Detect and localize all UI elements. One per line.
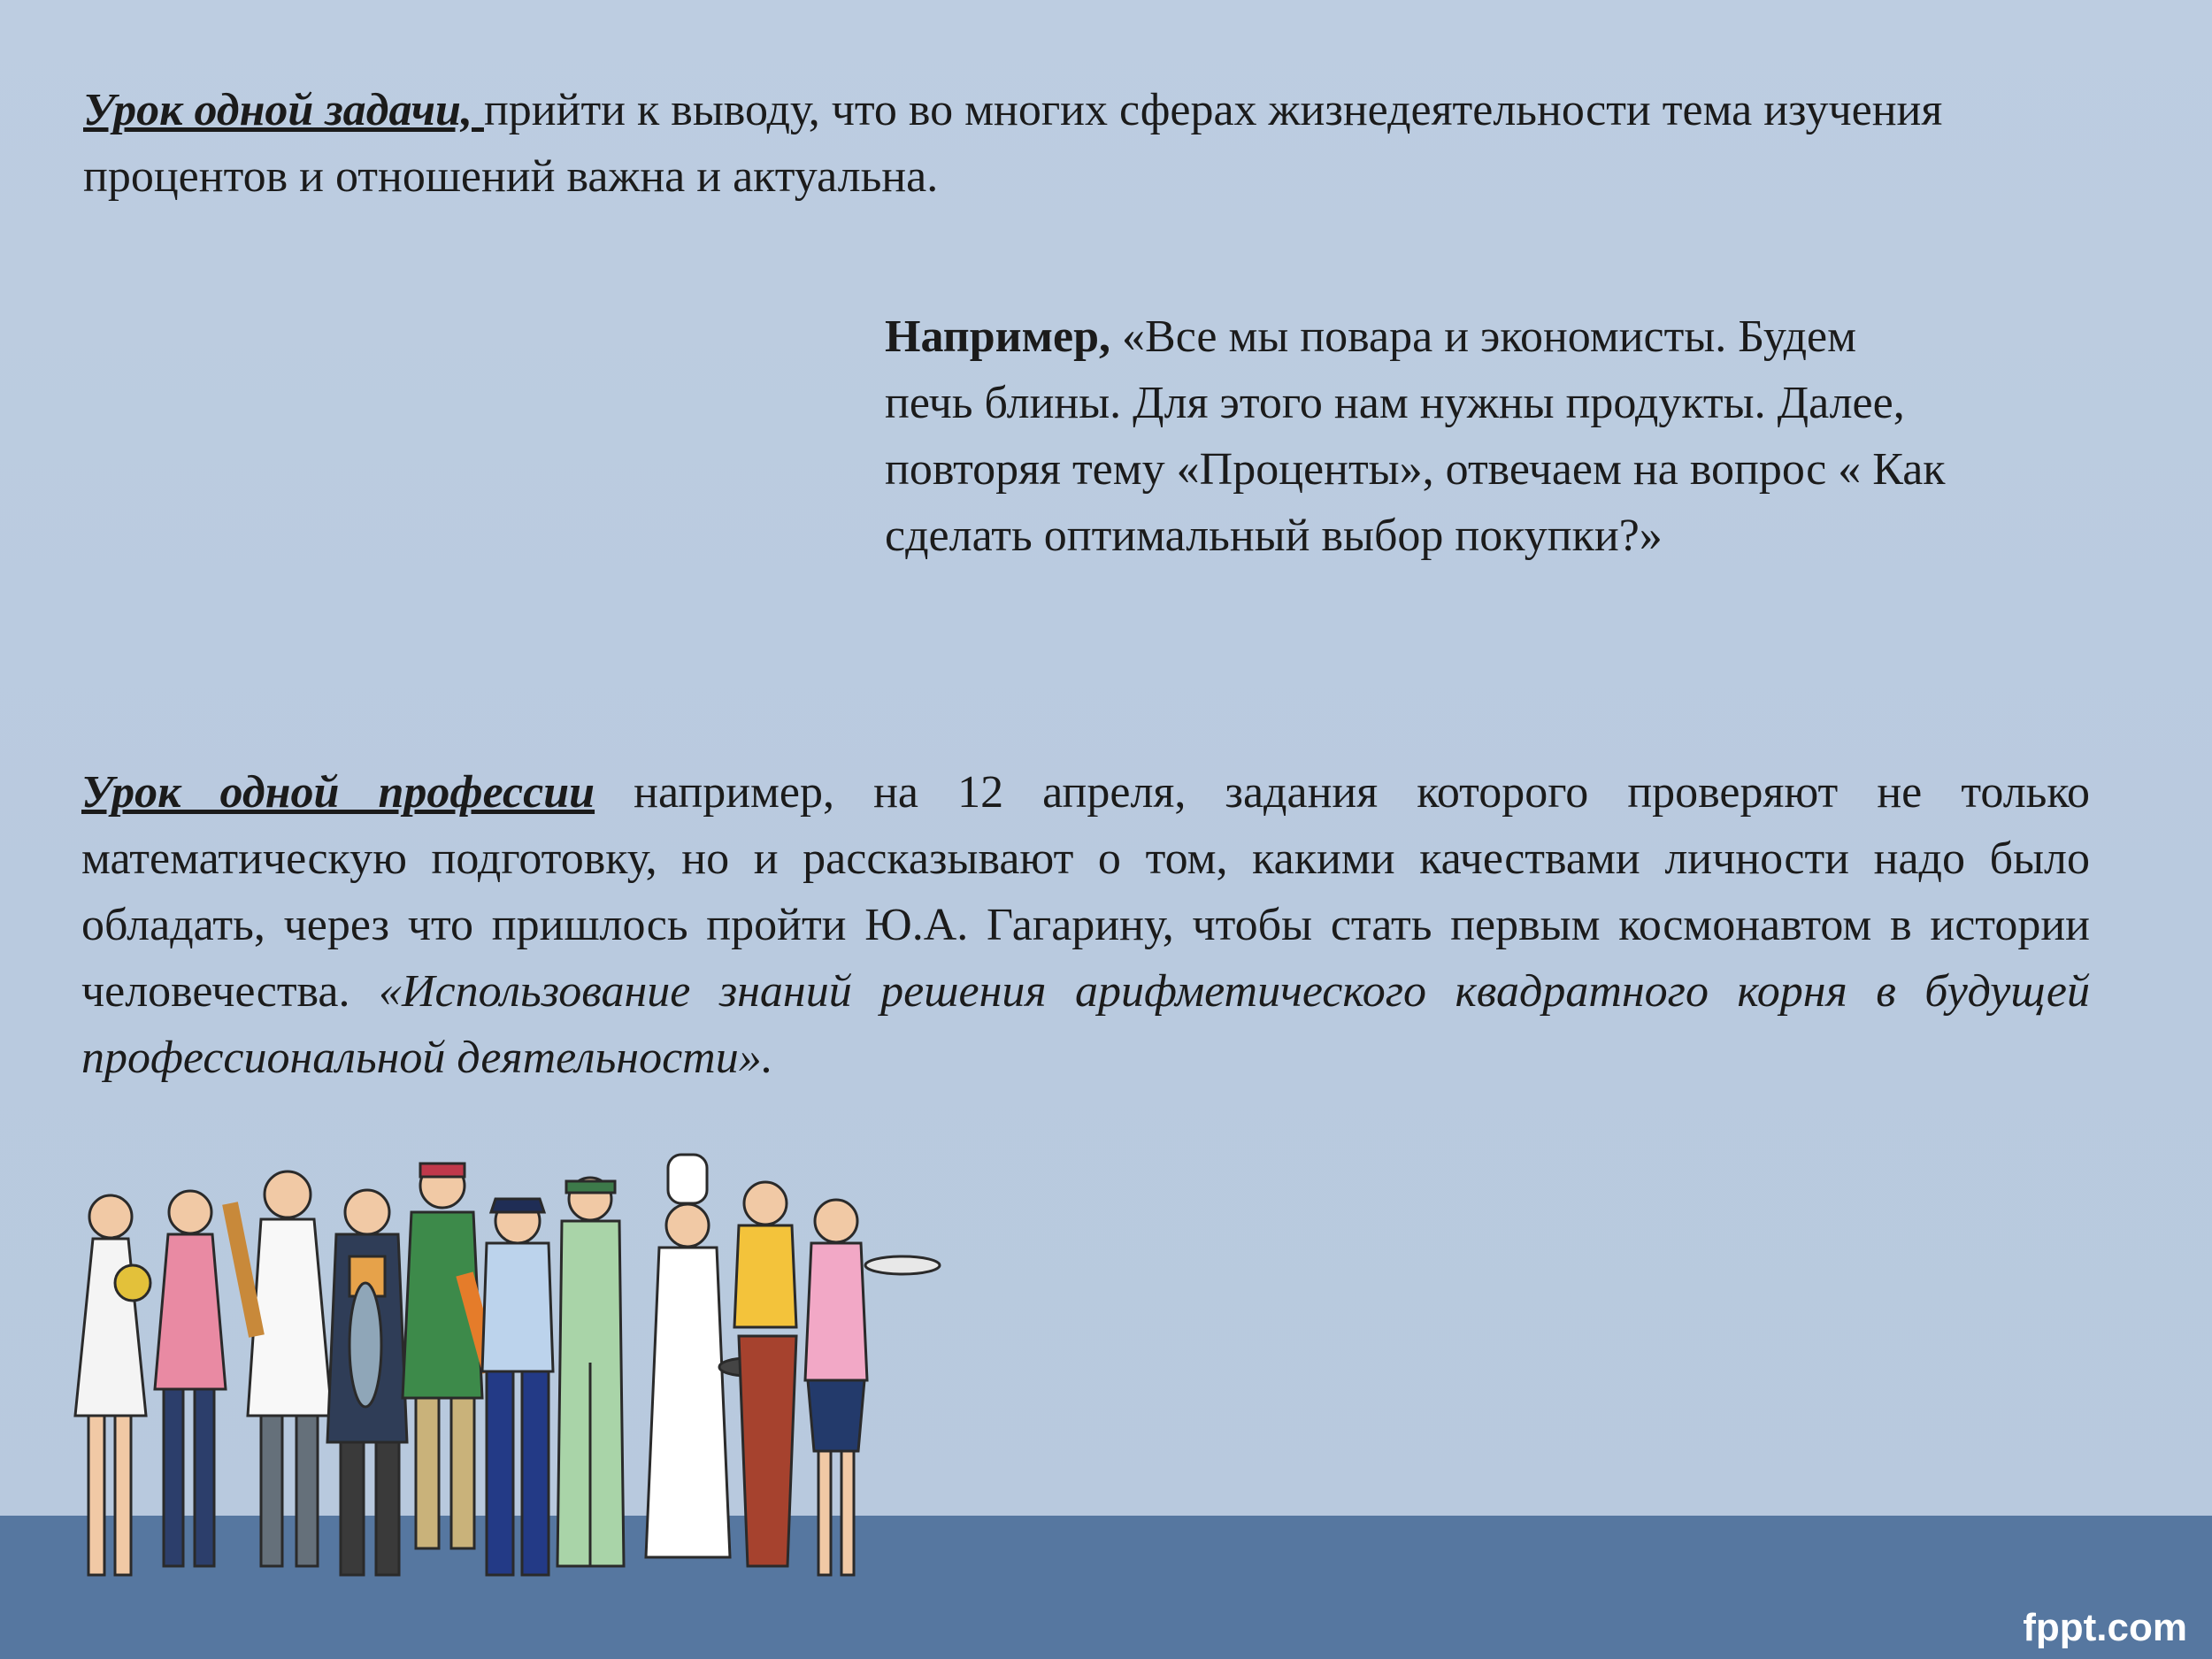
greengrocer-figure <box>403 1164 491 1548</box>
brand-watermark: fppt.com <box>2023 1606 2187 1649</box>
worker-yellow-figure <box>734 1182 796 1566</box>
single-task-lesson-text: прийти к выводу, что во многих сферах жизнедеятельности тема изучения процентов и отношений важна и актуальна. <box>83 85 1943 202</box>
florist-figure <box>155 1191 226 1566</box>
example-text: «Все мы повара и экономисты. Будем печь блины. Для этого нам нужны продукты. Далее, повторяя тему «Проценты», отвечаем на вопрос « Как сделать оптимальный выбор покупки?» <box>885 311 1946 561</box>
single-profession-lesson-heading: Урок одной профессии <box>81 767 595 818</box>
paragraph-example <box>885 303 1947 569</box>
professions-group-illustration <box>49 1150 942 1619</box>
paragraph-single-profession-lesson <box>81 759 2090 1091</box>
single-task-lesson-heading: Урок одной задачи, <box>83 85 484 135</box>
police-officer-figure <box>482 1199 553 1575</box>
mechanic-figure <box>557 1178 624 1566</box>
waitress-figure <box>805 1200 940 1575</box>
single-profession-lesson-text: например, на 12 апреля, задания которого проверяют не только математическую подготовку, но и рассказывают о том, какими качествами личности надо было обладать, через что пришлось пройти Ю.А. Гагарину, чтобы стать первым космонавтом в истории человечества. <box>81 767 2090 1017</box>
single-profession-lesson-quote: «Использование знаний решения арифметического квадратного корня в будущей профессиональной деятельности». <box>81 966 2090 1083</box>
baker-figure <box>230 1171 332 1566</box>
fishmonger-figure <box>327 1190 407 1575</box>
nurse-figure <box>75 1195 150 1575</box>
example-heading: Например, <box>885 311 1111 362</box>
paragraph-single-task-lesson <box>83 77 2109 210</box>
